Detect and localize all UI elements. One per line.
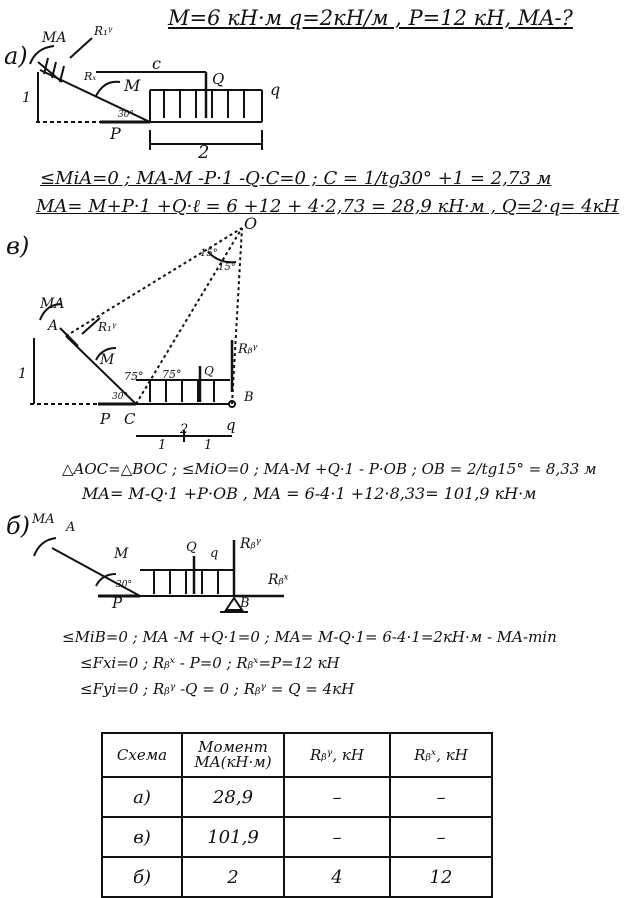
case-v-75a: 75° xyxy=(124,370,144,383)
case-v-P: P xyxy=(100,410,111,428)
case-a-M: M xyxy=(124,76,141,95)
case-a-len: 2 xyxy=(198,142,210,163)
case-v-R: R₁ᵞ xyxy=(98,320,117,334)
case-b-label: б) xyxy=(6,512,31,540)
table-header-cell: Схема xyxy=(102,733,182,777)
case-a-angle: 30° xyxy=(118,110,134,120)
case-v-one: 1 xyxy=(18,366,27,382)
case-v-len2: 2 xyxy=(180,422,189,437)
table-cell: а) xyxy=(102,777,182,817)
case-b-RBy: Rᵦᵞ xyxy=(240,536,261,552)
case-b-eq1: ≤MiB=0 ; MA -M +Q·1=0 ; MA= M-Q·1= 6-4·1=2кН·м - MA-min xyxy=(62,628,557,646)
table-cell: 2 xyxy=(182,857,284,897)
case-v-eq1: △AOC=△BOC ; ≤MiO=0 ; MA-M +Q·1 - P·OB ; OB = 2/tg15° = 8,33 м xyxy=(62,460,597,478)
case-v-BO xyxy=(232,228,242,404)
table-row xyxy=(102,857,492,897)
case-v-len1a: 1 xyxy=(158,438,167,453)
case-v-M: M xyxy=(100,352,115,368)
case-v-A: A xyxy=(48,318,59,334)
case-a-M-arc xyxy=(96,82,120,96)
case-v-CO xyxy=(136,228,242,404)
table-header-cell: Rᵦᵞ, кН xyxy=(284,733,390,777)
table-cell: – xyxy=(284,817,390,857)
given-data: M=6 кН·м q=2кН/м , P=12 кН, MA-? xyxy=(168,6,573,30)
case-a-c: c xyxy=(152,54,161,73)
table-header-cell: Rᵦˣ, кН xyxy=(390,733,492,777)
case-b-q: q xyxy=(210,546,219,561)
table-cell: 4 xyxy=(284,857,390,897)
case-v-Q: Q xyxy=(204,364,214,378)
table-row xyxy=(102,777,492,817)
case-a-reaction-arrow xyxy=(70,38,92,58)
case-v-AO xyxy=(66,228,242,336)
table-cell: – xyxy=(284,777,390,817)
case-v-ang2: 15° xyxy=(218,262,236,273)
case-b-P: P xyxy=(112,594,123,612)
table-header-row xyxy=(102,733,492,777)
case-v-RB: Rᵦᵞ xyxy=(238,342,258,357)
case-b-angle: 30° xyxy=(116,580,132,590)
case-a-R: R₁ᵞ xyxy=(94,24,113,38)
case-v-C: C xyxy=(124,410,136,428)
table-cell: – xyxy=(390,777,492,817)
results-table xyxy=(101,732,493,898)
case-v-len1b: 1 xyxy=(204,438,213,453)
case-a-q: q xyxy=(270,80,281,99)
case-b-RBx: Rᵦˣ xyxy=(268,572,289,588)
case-a-eq2: MA= M+P·1 +Q·ℓ = 6 +12 + 4·2,73 = 28,9 кН·м , Q=2·q= 4кН xyxy=(36,196,620,217)
case-v-ang1: 15° xyxy=(200,248,218,259)
table-cell: 101,9 xyxy=(182,817,284,857)
case-a-fixed-support xyxy=(38,62,62,82)
case-v-75b: 75° xyxy=(162,368,182,381)
case-b-M: M xyxy=(114,546,129,562)
case-b-A: A xyxy=(66,520,76,535)
case-v-label: в) xyxy=(6,232,30,260)
case-v-q: q xyxy=(226,416,236,434)
case-v-B: B xyxy=(244,390,254,405)
case-a-MA: MA xyxy=(42,30,67,46)
table-cell: – xyxy=(390,817,492,857)
case-a-moment-arc xyxy=(30,46,54,64)
table-cell: 12 xyxy=(390,857,492,897)
case-a-P: P xyxy=(110,124,121,143)
case-b-B: B xyxy=(240,596,250,611)
table-cell: б) xyxy=(102,857,182,897)
case-v-angle: 30° xyxy=(112,392,128,402)
case-v-O: O xyxy=(244,214,258,233)
case-a-eq1: ≤MiA=0 ; MA-M -P·1 -Q·C=0 ; C = 1/tg30° +1 = 2,73 м xyxy=(40,168,552,189)
table-cell: 28,9 xyxy=(182,777,284,817)
case-b-MA: MA xyxy=(32,512,55,527)
case-a-Q: Q xyxy=(212,70,225,88)
case-a-label: а) xyxy=(4,42,28,70)
table-row xyxy=(102,817,492,857)
case-a-Rx: Rₓ xyxy=(84,70,97,83)
case-v-eq2: MA= M-Q·1 +P·OB , MA = 6-4·1 +12·8,33= 101,9 кН·м xyxy=(82,484,537,503)
case-b-eq2: ≤Fxi=0 ; Rᵦˣ - P=0 ; Rᵦˣ=P=12 кН xyxy=(80,654,340,672)
case-a-dist-load-arrows xyxy=(164,90,244,118)
case-a-one: 1 xyxy=(22,90,31,106)
case-v-MA: MA xyxy=(40,296,65,312)
case-b-eq3: ≤Fyi=0 ; Rᵦᵞ -Q = 0 ; Rᵦᵞ = Q = 4кН xyxy=(80,680,355,698)
case-b-Q: Q xyxy=(186,540,197,555)
table-cell: в) xyxy=(102,817,182,857)
table-header-cell: Момент MA(кН·м) xyxy=(182,733,284,777)
